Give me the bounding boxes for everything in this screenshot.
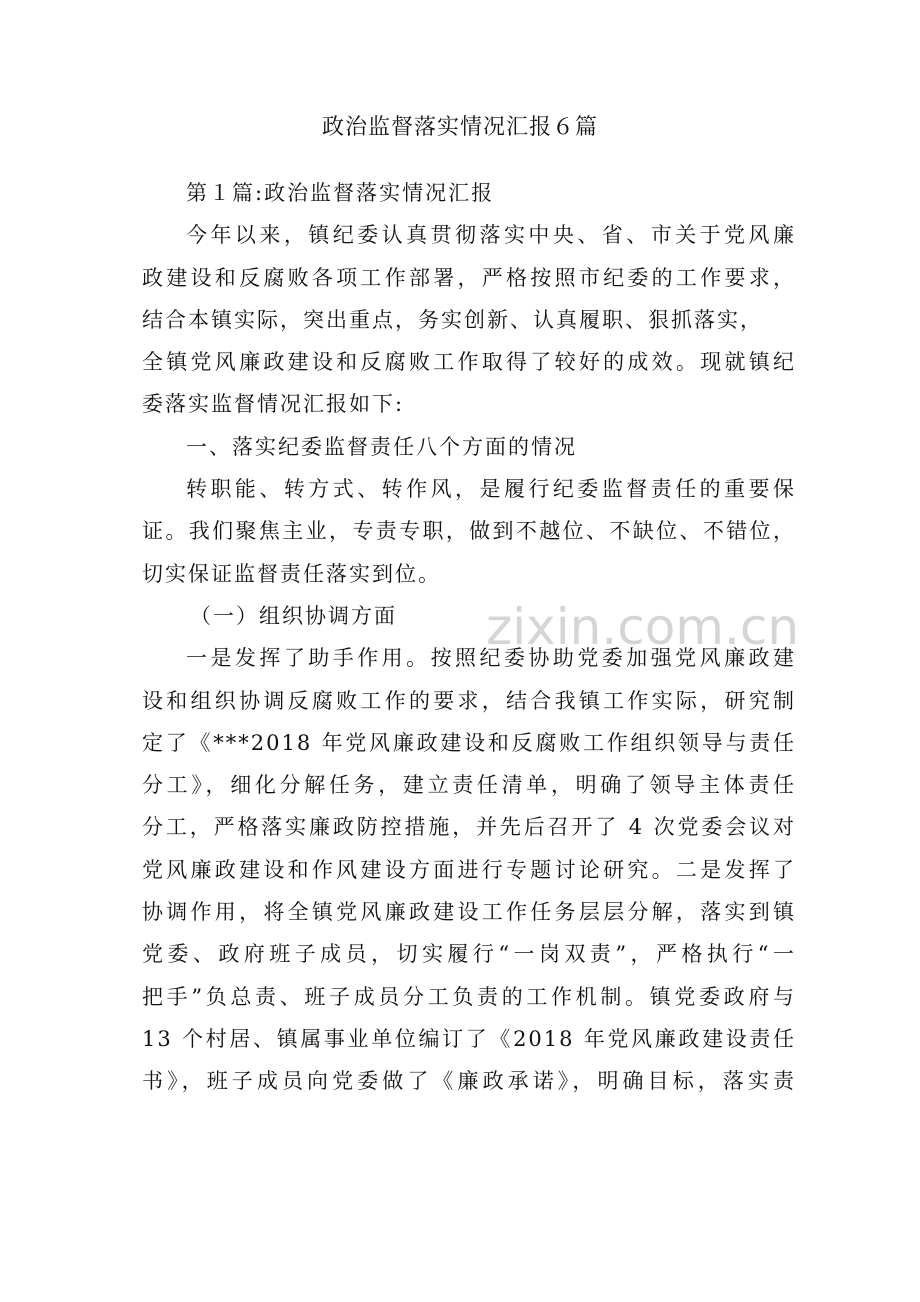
- paragraph-line: 协调作用，将全镇党风廉政建设工作任务层层分解，落实到镇: [142, 900, 796, 925]
- paragraph-line: 政建设和反腐败各项工作部署，严格按照市纪委的工作要求，: [142, 265, 796, 290]
- paragraph-line: 切实保证监督责任落实到位。: [142, 561, 441, 586]
- paragraph-line: 党委、政府班子成员，切实履行“一岗双责”，严格执行“一: [142, 942, 796, 967]
- paragraph-line: 分工，严格落实廉政防控措施，并先后召开了 4 次党委会议对: [142, 815, 796, 840]
- paragraph-line: 今年以来，镇纪委认真贯彻落实中央、省、市关于党风廉: [186, 223, 796, 248]
- paragraph-line: 把手”负总责、班子成员分工负责的工作机制。镇党委政府与: [142, 984, 796, 1009]
- paragraph-line: 13 个村居、镇属事业单位编订了《2018 年党风廉政建设责任: [142, 1026, 796, 1051]
- document-body: [142, 172, 796, 1103]
- paragraph-line: 全镇党风廉政建设和反腐败工作取得了较好的成效。现就镇纪: [142, 350, 796, 375]
- paragraph-line: 定了《***2018 年党风廉政建设和反腐败工作组织领导与责任: [142, 730, 796, 755]
- paragraph-line: 证。我们聚焦主业，专责专职，做到不越位、不缺位、不错位，: [142, 519, 796, 544]
- paragraph-line: 书》，班子成员向党委做了《廉政承诺》，明确目标，落实责: [142, 1069, 796, 1094]
- paragraph-line: 设和组织协调反腐败工作的要求，结合我镇工作实际，研究制: [142, 688, 796, 713]
- section-heading: 第１篇:政治监督落实情况汇报: [186, 181, 495, 205]
- watermark: zixin.com.cn: [486, 598, 800, 656]
- paragraph-line: 委落实监督情况汇报如下:: [142, 392, 405, 417]
- paragraph-line: 一是发挥了助手作用。按照纪委协助党委加强党风廉政建: [186, 646, 796, 671]
- paragraph-line: 结合本镇实际，突出重点，务实创新、认真履职、狠抓落实，: [142, 307, 763, 332]
- paragraph-line: 分工》，细化分解任务，建立责任清单，明确了领导主体责任: [142, 773, 796, 798]
- document-title: 政治监督落实情况汇报６篇: [321, 115, 598, 140]
- subheading: 一、落实纪委监督责任八个方面的情况: [186, 434, 577, 459]
- paragraph-line: 党风廉政建设和作风建设方面进行专题讨论研究。二是发挥了: [142, 857, 796, 882]
- subheading: （一）组织协调方面: [190, 603, 397, 628]
- paragraph-line: 转职能、转方式、转作风，是履行纪委监督责任的重要保: [186, 477, 796, 502]
